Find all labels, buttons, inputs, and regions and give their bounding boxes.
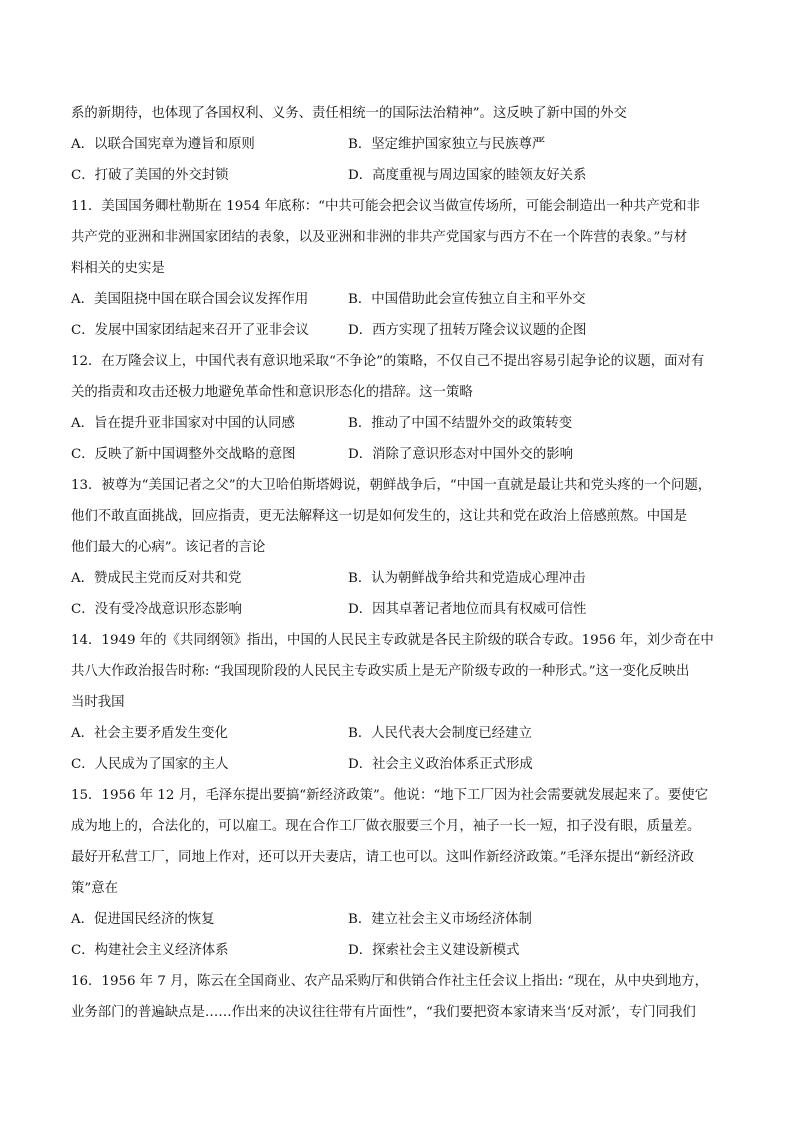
option-d[interactable]: D．高度重视与周边国家的睦领友好关系 [348, 168, 587, 183]
question-text-line: 12．在万隆会议上，中国代表有意识地采取“不争论”的策略，不仅自己不提出容易引起争论的议题，面对有 [71, 354, 705, 369]
option-a[interactable]: A．赞成民主党而反对共和党 [71, 571, 242, 586]
options-row [71, 439, 723, 470]
option-c[interactable]: C．构建社会主义经济体系 [71, 943, 229, 958]
option-d[interactable]: D．社会主义政治体系正式形成 [348, 757, 533, 772]
question-text-line: 他们最大的心病”。该记者的言论 [71, 540, 266, 555]
question-text-line: 他们不敢直面挑战，回应指责，更无法解释这一切是如何发生的，这让共和党在政治上倍感煎熬。中国是 [71, 509, 687, 524]
option-d[interactable]: D．探索社会主义建设新模式 [348, 943, 520, 958]
question-text-line: 料相关的史实是 [71, 261, 165, 276]
option-c[interactable]: C．打破了美国的外交封锁 [71, 168, 229, 183]
options-row [71, 935, 723, 966]
option-b[interactable]: B．坚定维护国家独立与民族尊严 [348, 137, 546, 152]
option-d[interactable]: D．西方实现了扭转万隆会议议题的企图 [348, 323, 587, 338]
option-b[interactable]: B．人民代表大会制度已经建立 [348, 726, 532, 741]
option-d[interactable]: D．因其卓著记者地位而具有权威可信性 [348, 602, 587, 617]
option-b[interactable]: B．认为朝鲜战争给共和党造成心理冲击 [348, 571, 586, 586]
question-text-line: 共产党的亚洲和非洲国家团结的表象，以及亚洲和非洲的非共产党国家与西方不在一个阵营的表象。”与材 [71, 230, 688, 245]
options-row [71, 749, 723, 780]
question-text-line: 当时我国 [71, 695, 125, 710]
options-row [71, 594, 723, 625]
options-row [71, 904, 723, 935]
question-text-line: 最好开私营工厂，同地上作对，还可以开夫妻店，请工也可以。这叫作新经济政策。”毛泽东提出“新经济政 [71, 850, 694, 865]
option-b[interactable]: B．建立社会主义市场经济体制 [348, 912, 532, 927]
question-text-line: 成为地上的，合法化的，可以雇工。现在合作工厂做衣服要三个月，袖子一长一短，扣子没有眼，质量差。 [71, 819, 701, 834]
options-row [71, 718, 723, 749]
option-b[interactable]: B．中国借助此会宣传独立自主和平外交 [348, 292, 586, 307]
question-11 [71, 191, 723, 346]
options-row [71, 315, 723, 346]
question-13 [71, 470, 723, 625]
question-text-line: 系的新期待，也体现了各国权利、义务、责任相统一的国际法治精神”。这反映了新中国的外交 [71, 106, 627, 121]
question-text-line: 14．1949 年的《共同纲领》指出，中国的人民民主专政就是各民主阶级的联合专政。1956 年，刘少奇在中 [71, 633, 714, 648]
option-a[interactable]: A．以联合国宪章为遵旨和原则 [71, 137, 255, 152]
options-row [71, 284, 723, 315]
question-text-line: 15．1956 年 12 月，毛泽东提出要搞“新经济政策”。他说：“地下工厂因为社会需要就发展起来了。要使它 [71, 788, 709, 803]
option-c[interactable]: C．发展中国家团结起来召开了亚非会议 [71, 323, 309, 338]
options-row [71, 129, 723, 160]
question-text-line: 策”意在 [71, 881, 119, 896]
option-a[interactable]: A．旨在提升亚非国家对中国的认同感 [71, 416, 295, 431]
option-a[interactable]: A．美国阻挠中国在联合国会议发挥作用 [71, 292, 309, 307]
options-row [71, 160, 723, 191]
options-row [71, 408, 723, 439]
option-a[interactable]: A．社会主要矛盾发生变化 [71, 726, 228, 741]
option-c[interactable]: C．没有受冷战意识形态影响 [71, 602, 242, 617]
option-c[interactable]: C．反映了新中国调整外交战略的意图 [71, 447, 296, 462]
exam-page [71, 98, 723, 1028]
option-c[interactable]: C．人民成为了国家的主人 [71, 757, 229, 772]
question-14 [71, 625, 723, 780]
question-15 [71, 780, 723, 966]
question-text-line: 业务部门的普遍缺点是……作出来的决议往往带有片面性”，“我们要把资本家请来当‘反对派’，专门同我们 [71, 1005, 696, 1020]
question-text-line: 关的指责和攻击还极力地避免革命性和意识形态化的措辞。这一策略 [71, 385, 473, 400]
question-text-line: 11．美国国务卿杜勒斯在 1954 年底称：“中共可能会把会议当做宣传场所，可能会制造出一种共产党和非 [71, 199, 700, 214]
question-12 [71, 346, 723, 470]
question-10-continuation [71, 98, 723, 191]
question-16 [71, 966, 723, 1028]
question-text-line: 共八大作政治报告时称: “我国现阶段的人民民主专政实质上是无产阶级专政的一种形式。”这一变化反映出 [71, 664, 690, 679]
option-a[interactable]: A．促进国民经济的恢复 [71, 912, 215, 927]
option-b[interactable]: B．推动了中国不结盟外交的政策转变 [348, 416, 573, 431]
options-row [71, 563, 723, 594]
question-text-line: 13．被尊为“美国记者之父”的大卫哈伯斯塔姆说，朝鲜战争后，“中国一直就是最让共和党头疼的一个问题， [71, 478, 712, 493]
option-d[interactable]: D．消除了意识形态对中国外交的影响 [348, 447, 573, 462]
question-text-line: 16．1956 年 7 月，陈云在全国商业、农产品采购厅和供销合作社主任会议上指出: “现在，从中央到地方， [71, 974, 709, 989]
